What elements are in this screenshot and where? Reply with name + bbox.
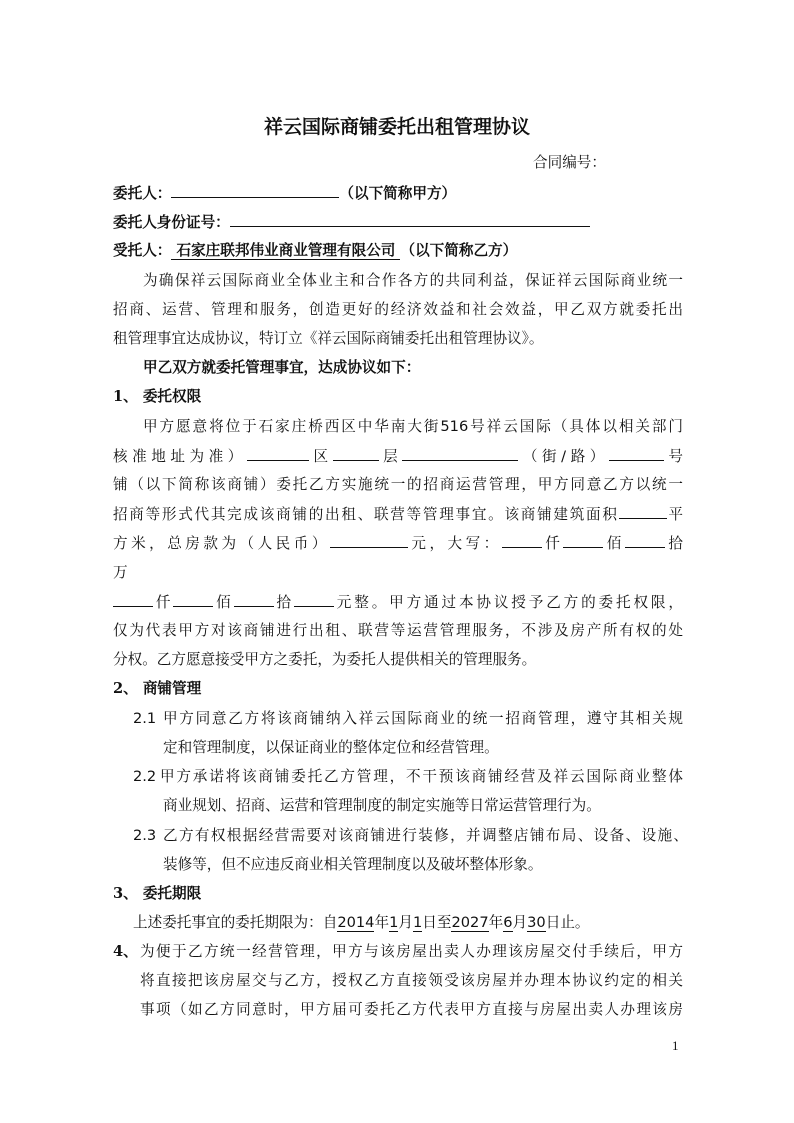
clause-number: 2.3 [133,827,157,844]
end-year: 2027 [451,914,489,931]
principal-line [113,182,683,204]
text-segment: 拾 [664,535,683,552]
clause-line: 商业规划、招商、运营和管理制度的制定实施等日常运营管理行为。 [163,797,601,814]
section-2-heading: 2、 商铺管理 [113,680,202,697]
clause-line: 甲方同意乙方将该商铺纳入祥云国际商业的统一招商管理，遵守其相关规 [163,710,683,727]
amount-blank[interactable] [502,532,542,548]
text-segment: 年 [374,914,390,931]
amount-blank[interactable] [563,532,603,548]
amount-blank[interactable] [625,532,665,548]
term-line [133,912,703,934]
text-segment: 招商等形式代其完成该商铺的出租、联营等管理事宜。该商铺建筑面积 [113,506,619,523]
intro-line: 为确保祥云国际商业全体业主和合作各方的共同利益，保证祥云国际商业统一 [143,272,683,289]
text-segment: 号 [663,448,683,465]
id-line [113,211,683,233]
id-blank[interactable] [230,211,590,227]
section-1-line [113,503,683,525]
amount-blank[interactable] [234,591,274,607]
section-4-number: 4、 [113,943,138,960]
text-segment: 月 [398,914,413,931]
page-number: 1 [672,1038,679,1053]
text-segment: 方米，总房款为（人民币） [113,535,330,552]
principal-suffix: （以下简称甲方） [339,185,457,202]
district-blank[interactable] [247,445,309,461]
amount-blank[interactable] [173,591,213,607]
text-segment: 年 [488,914,504,931]
text-segment: 元，大写： [407,535,502,552]
clause-number: 2.2 [133,768,157,785]
agent-line [113,240,683,262]
clause-line: 定和管理制度，以保证商业的整体定位和经营管理。 [163,739,499,756]
clause-line: 装修等，但不应违反商业相关管理制度以及破坏整体形象。 [163,856,543,873]
start-day: 1 [412,914,423,931]
number-blank[interactable] [609,445,664,461]
section-1-line: 万 [113,564,128,581]
intro-line: 招商、运营、管理和服务，创造更好的经济效益和社会效益，甲乙双方就委托出 [113,301,683,318]
intro-line: 租管理事宜达成协议，特订立《祥云国际商铺委托出租管理协议》。 [113,330,544,347]
text-segment: 佰 [603,535,625,552]
text-segment: 上述委托事宜的委托期限为：自 [133,914,338,931]
section-1-line: 仅为代表甲方对该商铺进行出租、联营等运营管理服务，不涉及房产所有权的处 [113,622,683,639]
start-year: 2014 [337,914,375,931]
section-1-line [113,532,683,554]
text-segment: 佰 [213,594,234,611]
end-day: 30 [527,914,546,931]
section-1-heading: 1、 委托权限 [113,388,202,405]
section-1-line: 铺（以下简称该商铺）委托乙方实施统一的招商运营管理，甲方同意乙方以统一 [113,476,683,493]
text-segment: 核准地址为准） [113,448,247,465]
clause-line: 甲方承诺将该商铺委托乙方管理，不干预该商铺经营及祥云国际商业整体 [160,768,683,785]
text-segment: （街/路） [518,448,609,465]
amount-blank[interactable] [113,591,153,607]
street-blank[interactable] [402,445,518,461]
price-blank[interactable] [330,532,408,548]
document-title: 祥云国际商铺委托出租管理协议 [263,116,530,138]
text-segment: 日至 [422,914,452,931]
agent-suffix: （以下简称乙方） [400,242,518,259]
principal-label: 委托人： [113,185,172,202]
section-4-line: 为便于乙方统一经营管理，甲方与该房屋出卖人办理该房屋交付手续后，甲方 [140,943,683,960]
end-month: 6 [503,914,513,931]
area-blank[interactable] [619,503,667,519]
start-month: 1 [389,914,399,931]
section-3-heading: 3、 委托期限 [113,885,202,902]
text-segment: 月 [512,914,528,931]
floor-blank[interactable] [333,445,379,461]
contract-number-label: 合同编号： [533,154,606,171]
section-1-line: 分权。乙方愿意接受甲方之委托，为委托人提供相关的管理服务。 [113,651,537,668]
text-segment: 平 [666,506,683,523]
section-4-line: 事项（如乙方同意时，甲方届可委托乙方代表甲方直接与房屋出卖人办理该房 [140,1001,683,1018]
section-1-line [113,445,683,467]
agent-label: 受托人： [113,242,172,259]
clause-number: 2.1 [133,710,157,727]
text-segment: 拾 [273,594,294,611]
id-label: 委托人身份证号： [113,214,230,231]
clause-line: 乙方有权根据经营需要对该商铺进行装修，并调整店铺布局、设备、设施、 [163,827,688,844]
principal-blank[interactable] [171,182,339,198]
text-segment: 层 [378,448,403,465]
text-segment: 日止。 [545,914,590,931]
section-1-line [113,591,683,613]
text-segment: 元整。甲方通过本协议授予乙方的委托权限， [333,594,683,611]
section-1-line: 甲方愿意将位于石家庄桥西区中华南大街516号祥云国际（具体以相关部门 [143,418,683,435]
text-segment: 区 [308,448,333,465]
section-4-line: 将直接把该房屋交与乙方，授权乙方直接领受该房屋并办理本协议约定的相关 [140,972,683,989]
text-segment: 仟 [541,535,564,552]
amount-blank[interactable] [294,591,334,607]
agent-name: 石家庄联邦伟业商业管理有限公司 [171,242,401,259]
text-segment: 仟 [153,594,174,611]
agreement-lead: 甲乙双方就委托管理事宜，达成协议如下： [143,359,421,376]
